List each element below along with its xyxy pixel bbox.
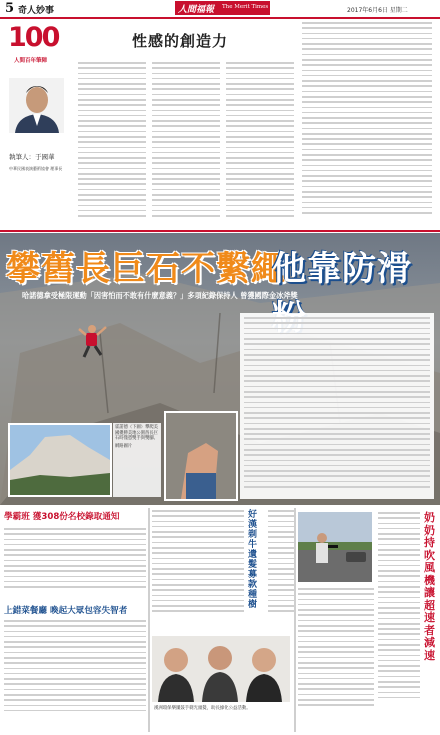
story-1-header: [4, 510, 146, 524]
column-body-far: [302, 22, 432, 227]
el-capitan-photo: [8, 423, 112, 497]
author-note: 中華民國表演藝術協會 理事長: [9, 166, 63, 171]
story-4-title: 奶奶持吹風機 讓超速者減速: [424, 511, 435, 662]
feature-subtitle: 哈諾德拿受極限運動「因害怕而不敢有什麼意義？」多項紀錄保持人 曾獲國際金冰斧獎: [22, 291, 298, 300]
story-4-body: [378, 512, 420, 730]
caption-credit: 網路圖片: [115, 443, 133, 449]
column-body-left: [78, 62, 146, 227]
band-photo-caption: 漢洲環保樂團鼓手剃光頭髮，助長綠化公益活動。: [154, 706, 251, 711]
column-title: 性感的創造力: [132, 32, 229, 50]
band-member-2: [202, 646, 238, 702]
feature-headline-left: 攀舊長巨石不繫繩: [6, 249, 286, 289]
caption-text: 霍諾德（下圖）攀爬美國優勝美地公園酋長巨石時僅憑雙手與雙腳。: [115, 425, 158, 442]
story-1-body: [4, 528, 146, 600]
story-1-title: 學霸班 獲308份名校錄取通知: [4, 512, 120, 522]
issue-date: 2017年6月6日 星期二: [347, 7, 408, 14]
story-2-title: 上錯菜餐廳 喚起大眾包容失智者: [4, 606, 128, 616]
feature-banner: [0, 233, 440, 505]
story-3-title: 好漢剃牛 遺髮 募款 種樹: [248, 510, 258, 610]
story-3-body: [152, 510, 244, 632]
logo-en: The Merit Times: [222, 4, 269, 10]
story-2-body: [4, 620, 146, 730]
column-rule: [148, 508, 150, 732]
badge-caption: 人間百年筆陣: [14, 58, 48, 64]
band-member-3: [246, 648, 282, 702]
page-header: [0, 0, 440, 19]
hand-on-rock-photo: [164, 411, 238, 501]
centennial-badge: [8, 22, 70, 66]
logo-cn: 人間福報: [178, 5, 215, 15]
band-member-1: [158, 648, 194, 702]
author-portrait: [9, 78, 64, 133]
band-photo: [152, 636, 290, 702]
page-number: 5: [5, 1, 15, 16]
column-body-right: [226, 62, 294, 227]
feature-photo-caption: [113, 423, 161, 497]
feature-body-text: [240, 313, 434, 499]
author-label: 執筆人：于國華: [9, 153, 55, 161]
feature-headline-right: 他靠防滑: [272, 249, 412, 289]
section-name: 奇人妙事: [18, 6, 55, 16]
grandma-photo: [298, 512, 372, 582]
badge-number: 100: [8, 22, 59, 53]
column-body-mid: [152, 62, 220, 227]
section-divider: [0, 230, 440, 232]
masthead-logo: [175, 1, 270, 15]
story-4-body-lower: [298, 588, 374, 730]
story-3-body-right: [268, 510, 296, 630]
column-rule: [294, 508, 296, 732]
